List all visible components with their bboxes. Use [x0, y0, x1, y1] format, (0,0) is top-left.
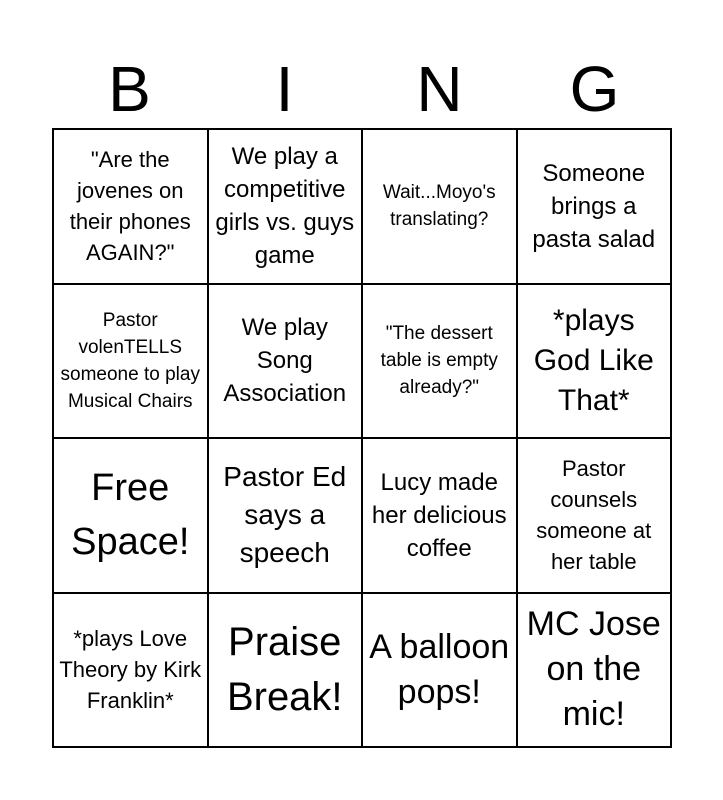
cell-text: *plays God Like That* [533, 303, 654, 417]
header-letter-b: B [108, 53, 151, 125]
bingo-cell-12[interactable] [518, 439, 673, 594]
bingo-cell-11[interactable] [363, 439, 518, 594]
bingo-cell-3[interactable] [363, 130, 518, 285]
bingo-cell-4[interactable] [518, 130, 673, 285]
cell-text: *plays Love Theory by Kirk Franklin* [59, 626, 202, 714]
cell-text: "Are the jovenes on their phones AGAIN?" [69, 147, 191, 266]
bingo-cell-8[interactable] [518, 285, 673, 440]
cell-text: Pastor counsels someone at her table [536, 456, 652, 575]
cell-text: We play a competitive girls vs. guys game [215, 143, 355, 270]
bingo-cell-5[interactable] [54, 285, 209, 440]
bingo-cell-1[interactable] [54, 130, 209, 285]
cell-text: Wait...Moyo's translating? [382, 182, 496, 231]
header-letter-g: G [569, 53, 620, 125]
cell-text: Someone brings a pasta salad [532, 159, 656, 253]
cell-text: "The dessert table is empty already?" [380, 323, 498, 399]
cell-text: MC Jose on the mic! [526, 605, 661, 734]
cell-text: We play Song Association [223, 314, 347, 408]
bingo-cell-15[interactable] [363, 594, 518, 749]
cell-text: Free Space! [71, 467, 190, 564]
bingo-header [52, 50, 672, 128]
bingo-cell-10[interactable] [209, 439, 364, 594]
bingo-cell-13[interactable] [54, 594, 209, 749]
cell-text: Pastor Ed says a speech [223, 461, 347, 569]
bingo-cell-7[interactable] [363, 285, 518, 440]
cell-text: Pastor volenTELLS someone to play Musical Chairs [60, 309, 200, 412]
cell-text: Lucy made her delicious coffee [371, 468, 507, 562]
header-letter-n: N [416, 53, 463, 125]
bingo-cell-2[interactable] [209, 130, 364, 285]
bingo-grid [52, 128, 672, 748]
bingo-cell-14[interactable] [209, 594, 364, 749]
cell-text: Praise Break! [226, 619, 343, 719]
header-letter-i: I [275, 53, 294, 125]
cell-text: A balloon pops! [369, 627, 510, 711]
bingo-cell-free-space[interactable] [54, 439, 209, 594]
bingo-cell-16[interactable] [518, 594, 673, 749]
bingo-cell-6[interactable] [209, 285, 364, 440]
